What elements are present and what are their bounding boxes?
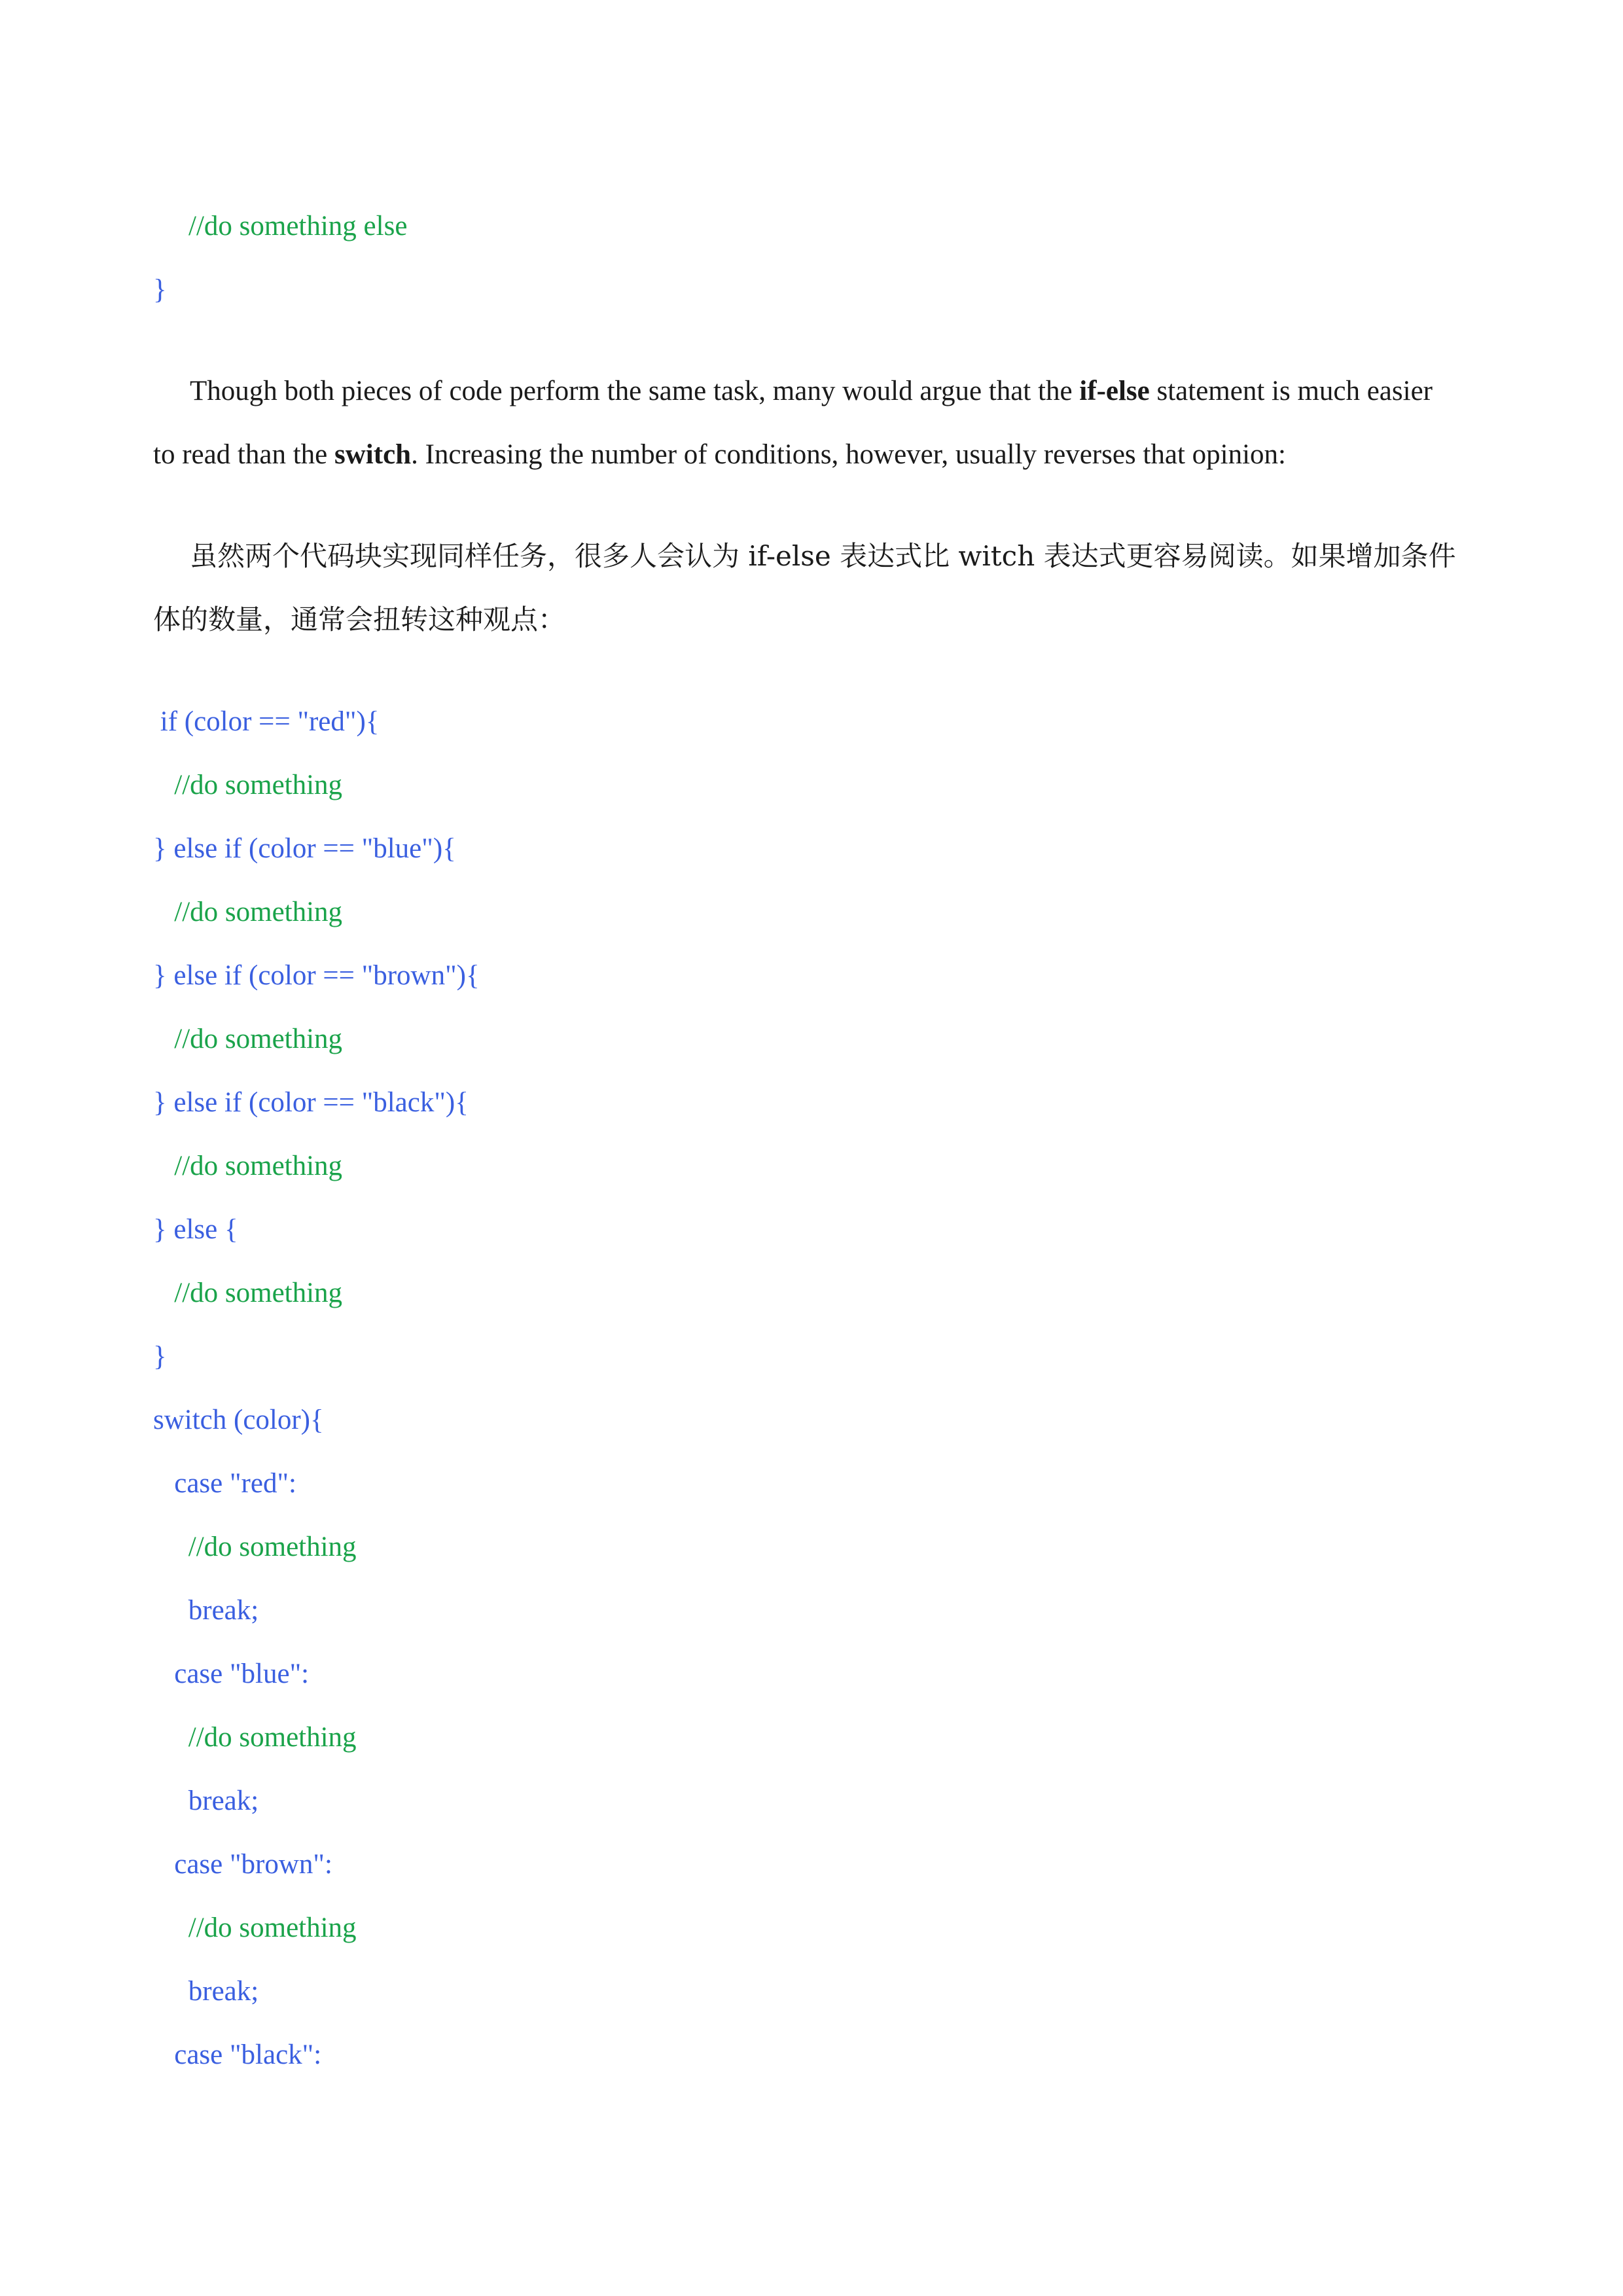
code-line: case "blue": [153, 1659, 310, 1689]
code-line: break; [153, 1785, 259, 1816]
code-line: } [153, 1341, 167, 1372]
code-line: } else { [153, 1214, 238, 1245]
code-line: } else if (color == "brown"){ [153, 960, 480, 991]
code-line-comment: //do something [153, 1151, 343, 1181]
paragraph-en-line-2 [153, 437, 1286, 473]
code-line: switch (color){ [153, 1405, 324, 1435]
code-line-comment: //do something [153, 1024, 343, 1054]
keyword-if-else: if-else [1079, 376, 1150, 406]
code-line-comment: //do something [153, 770, 343, 800]
paragraph-en-text: statement is much easier [1149, 376, 1433, 406]
code-line: } else if (color == "blue"){ [153, 833, 456, 864]
code-line-comment: //do something [153, 1722, 357, 1753]
code-line: case "red": [153, 1468, 296, 1499]
code-line: if (color == "red"){ [153, 706, 380, 737]
code-line-comment: //do something else [188, 211, 408, 242]
paragraph-en-text: to read than the [153, 439, 335, 470]
code-line-comment: //do something [153, 1278, 343, 1308]
paragraph-zh-line-2: 体的数量，通常会扭转这种观点： [153, 603, 566, 636]
code-line: } else if (color == "black"){ [153, 1087, 469, 1118]
code-line-comment: //do something [153, 1532, 357, 1562]
code-line-comment: //do something [153, 897, 343, 927]
code-line: break; [153, 1595, 259, 1626]
code-line-comment: //do something [153, 1912, 357, 1943]
code-line: break; [153, 1976, 259, 2007]
paragraph-zh-line-1: 虽然两个代码块实现同样任务，很多人会认为 if-else 表达式比 witch 表达式更容易阅读。如果增加条件 [190, 540, 1456, 572]
code-line: case "black": [153, 2039, 322, 2070]
code-line: case "brown": [153, 1849, 332, 1880]
code-line-closing-brace: } [153, 274, 167, 305]
paragraph-en-text: . Increasing the number of conditions, however, usually reverses that opinion: [411, 439, 1286, 470]
paragraph-en-text: Though both pieces of code perform the same task, many would argue that the [190, 376, 1080, 406]
keyword-switch: switch [334, 439, 412, 470]
paragraph-en-line-1 [190, 373, 1433, 410]
